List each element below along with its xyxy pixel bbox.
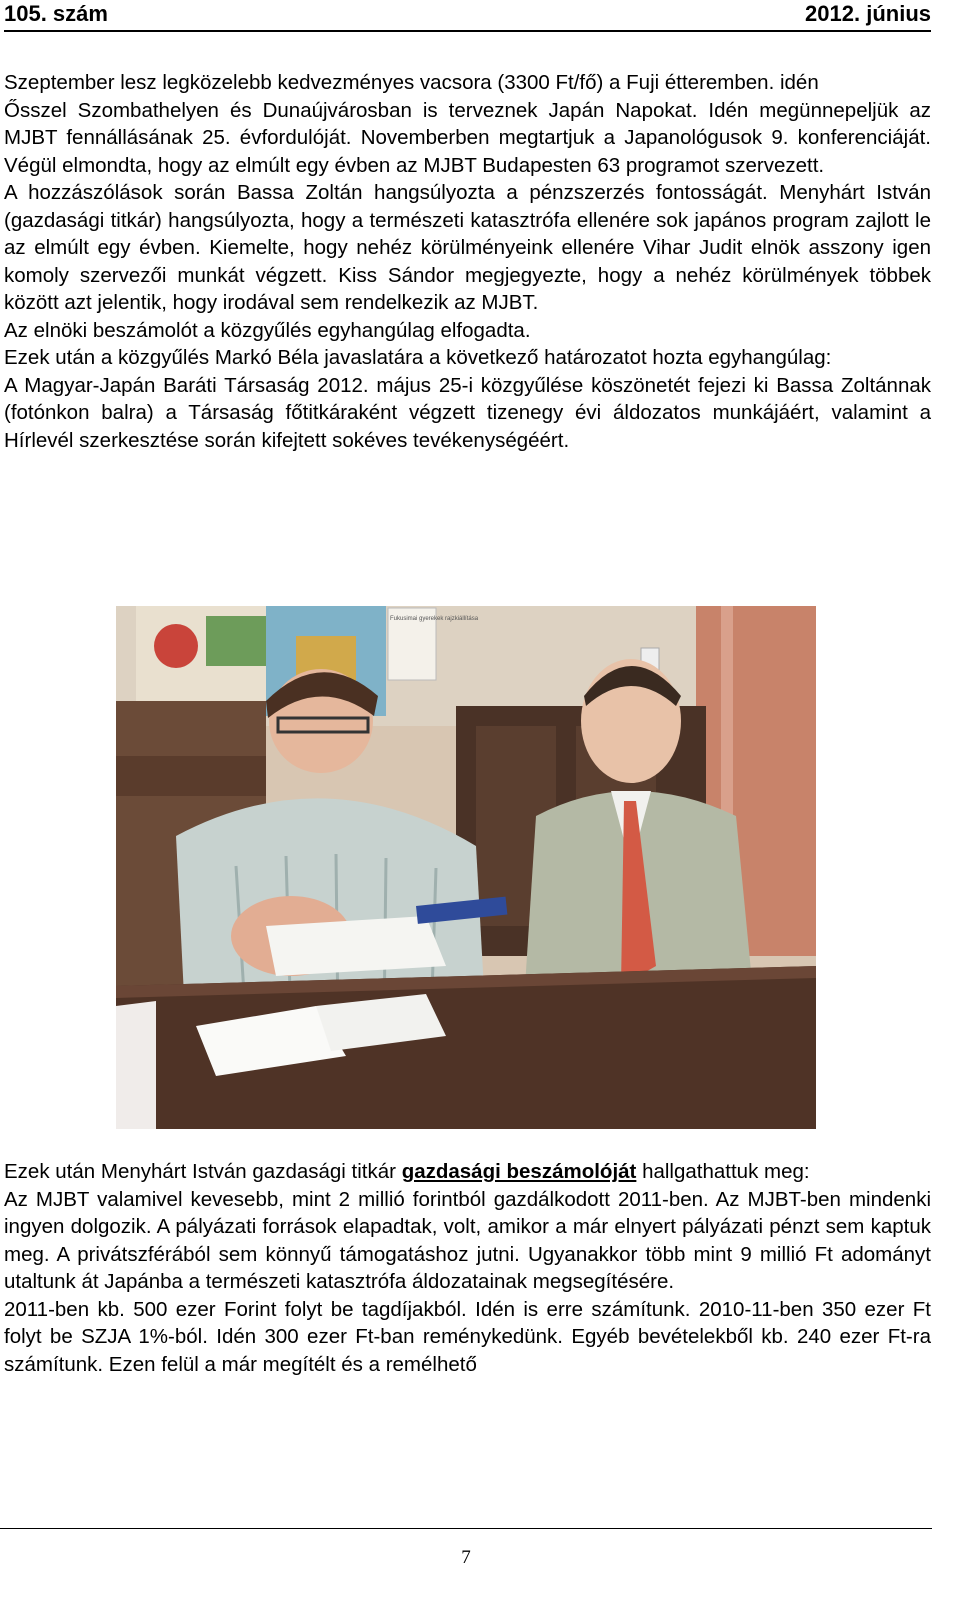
paragraph: Szeptember lesz legközelebb kedvezményes vacsora (3300 Ft/fő) a Fuji étteremben. idén bbox=[4, 71, 819, 94]
paragraph: Ezek után a közgyűlés Markó Béla javaslatára a következő határozatot hozta egyhangúlag: bbox=[4, 346, 832, 369]
page-header bbox=[4, 0, 931, 32]
paragraph: A Magyar-Japán Baráti Társaság 2012. május 25-i közgyűlése köszönetét fejezi ki Bassa Zoltánnak (fotónkon balra) a Társaság főtitkáraként végzett tizenegy évi áldozatos munkájáért, valamint a Hírlevél szerkesztése során kifejtett sokéves tevékenységéért. bbox=[4, 373, 931, 452]
issue-date: 2012. június bbox=[805, 1, 931, 26]
paragraph bbox=[4, 1158, 931, 1186]
financial-report-link[interactable]: gazdasági beszámolóját bbox=[401, 1160, 637, 1183]
meeting-photo bbox=[116, 606, 816, 1129]
article-text-bottom bbox=[4, 1158, 931, 1378]
paragraph: A hozzászólások során Bassa Zoltán hangsúlyozta a pénzszerzés fontosságát. Menyhárt István (gazdasági titkár) hangsúlyozta, hogy a természeti katasztrófa ellenére sok japános program zajlott le az elmúlt egy évben. Kiemelte, hogy nehéz körülményeink ellenére Vihar Judit elnök asszony igen komoly szervezői munkát végzett. Kiss Sándor megjegyezte, hogy a nehéz körülmények többek között azt jelentik, hogy irodával sem rendelkezik az MJBT. bbox=[4, 181, 931, 314]
paragraph: 2011-ben kb. 500 ezer Forint folyt be tagdíjakból. Idén is erre számítunk. 2010-11-ben 350 ezer Ft folyt be SZJA 1%-ból. Idén 300 ezer Ft-ban reménykedünk. Egyéb bevételekből kb. 240 ezer Ft-ra számítunk. Ezen felül a már megítélt és a remélhető bbox=[4, 1297, 931, 1376]
article-text-top bbox=[4, 69, 931, 454]
page-number: 7 bbox=[461, 1547, 471, 1568]
intro-text-end: hallgathattuk meg: bbox=[636, 1160, 810, 1183]
paragraph: Az elnöki beszámolót a közgyűlés egyhangúlag elfogadta. bbox=[4, 318, 531, 342]
intro-text: Ezek után Menyhárt István gazdasági titkár bbox=[4, 1160, 402, 1183]
exhibition-sign: Fukusimai gyerekek rajzkiállítása bbox=[390, 616, 479, 622]
paragraph: Ősszel Szombathelyen és Dunaújvárosban is terveznek Japán Napokat. Idén megünnepeljük az MJBT fennállásának 25. évfordulóját. Novemberben megtartjuk a Japanológusok 9. konferenciáját. Végül elmondta, hogy az elmúlt egy évben az MJBT Budapesten 63 programot szervezett. bbox=[4, 98, 931, 177]
footer-divider bbox=[0, 1528, 932, 1529]
paragraph: Az MJBT valamivel kevesebb, mint 2 millió forintból gazdálkodott 2011-ben. Az MJBT-ben mindenki ingyen dolgozik. A pályázati források elapadtak, volt, amikor a már elnyert pályázati pénzt sem kaptuk meg. A privátszférából sem könnyű támogatáshoz jutni. Ugyanakkor több mint 9 millió Ft adományt utaltunk át Japánba a természeti katasztrófa áldozatainak megsegítésére. bbox=[4, 1187, 931, 1293]
issue-number: 105. szám bbox=[4, 1, 108, 26]
